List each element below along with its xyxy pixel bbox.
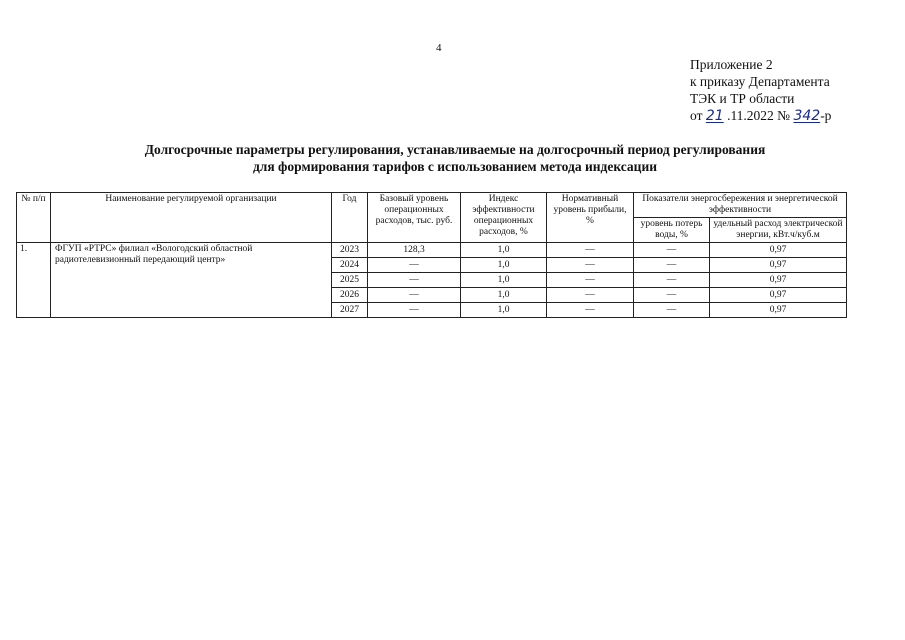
header-year: Год bbox=[332, 193, 368, 243]
cell-electricity: 0,97 bbox=[710, 303, 847, 318]
cell-profit-level: — bbox=[547, 243, 634, 258]
cell-year: 2026 bbox=[332, 288, 368, 303]
cell-electricity: 0,97 bbox=[710, 288, 847, 303]
header-energy-group: Показатели энергосбережения и энергетической эффективности bbox=[634, 193, 847, 218]
cell-electricity: 0,97 bbox=[710, 273, 847, 288]
date-prefix: от bbox=[690, 108, 706, 123]
cell-water-loss: — bbox=[634, 243, 710, 258]
cell-water-loss: — bbox=[634, 303, 710, 318]
cell-water-loss: — bbox=[634, 288, 710, 303]
cell-year: 2023 bbox=[332, 243, 368, 258]
cell-water-loss: — bbox=[634, 273, 710, 288]
cell-efficiency-index: 1,0 bbox=[461, 303, 547, 318]
appendix-line-3: ТЭК и ТР области bbox=[690, 91, 795, 106]
table-row bbox=[17, 243, 847, 258]
appendix-date-line bbox=[690, 107, 831, 125]
cell-base-level: — bbox=[368, 288, 461, 303]
row-number: 1. bbox=[17, 243, 51, 318]
cell-electricity: 0,97 bbox=[710, 258, 847, 273]
header-base-level: Базовый уровень операционных расходов, тыс. руб. bbox=[368, 193, 461, 243]
order-suffix: -р bbox=[820, 108, 832, 123]
parameters-table bbox=[16, 192, 847, 318]
handwritten-order-number: 342 bbox=[793, 108, 821, 124]
cell-base-level: — bbox=[368, 273, 461, 288]
date-rest: .11.2022 № bbox=[723, 108, 794, 123]
handwritten-day: 21 bbox=[705, 108, 724, 124]
title-line-1: Долгосрочные параметры регулирования, устанавливаемые на долгосрочный период регулирования bbox=[144, 142, 766, 157]
cell-base-level: 128,3 bbox=[368, 243, 461, 258]
cell-efficiency-index: 1,0 bbox=[461, 288, 547, 303]
appendix-line-1: Приложение 2 bbox=[690, 57, 773, 72]
cell-efficiency-index: 1,0 bbox=[461, 258, 547, 273]
page-number: 4 bbox=[436, 42, 442, 54]
cell-year: 2025 bbox=[332, 273, 368, 288]
header-efficiency-index: Индекс эффективности операционных расходов, % bbox=[461, 193, 547, 243]
cell-year: 2024 bbox=[332, 258, 368, 273]
header-electricity: удельный расход электрической энергии, кВт.ч/куб.м bbox=[710, 218, 847, 243]
appendix-line-2: к приказу Департамента bbox=[690, 74, 830, 89]
cell-year: 2027 bbox=[332, 303, 368, 318]
header-water-loss: уровень потерь воды, % bbox=[634, 218, 710, 243]
header-profit-level: Нормативный уровень прибыли, % bbox=[547, 193, 634, 243]
title-line-2: для формирования тарифов с использованием метода индексации bbox=[252, 159, 658, 174]
header-number: № п/п bbox=[17, 193, 51, 243]
cell-efficiency-index: 1,0 bbox=[461, 273, 547, 288]
cell-profit-level: — bbox=[547, 288, 634, 303]
cell-profit-level: — bbox=[547, 258, 634, 273]
cell-profit-level: — bbox=[547, 303, 634, 318]
document-title bbox=[60, 141, 850, 175]
cell-water-loss: — bbox=[634, 258, 710, 273]
cell-electricity: 0,97 bbox=[710, 243, 847, 258]
header-organization: Наименование регулируемой организации bbox=[51, 193, 332, 243]
cell-profit-level: — bbox=[547, 273, 634, 288]
appendix-block bbox=[690, 56, 831, 125]
cell-base-level: — bbox=[368, 258, 461, 273]
organization-name: ФГУП «РТРС» филиал «Вологодский областной радиотелевизионный передающий центр» bbox=[51, 243, 332, 318]
cell-base-level: — bbox=[368, 303, 461, 318]
cell-efficiency-index: 1,0 bbox=[461, 243, 547, 258]
